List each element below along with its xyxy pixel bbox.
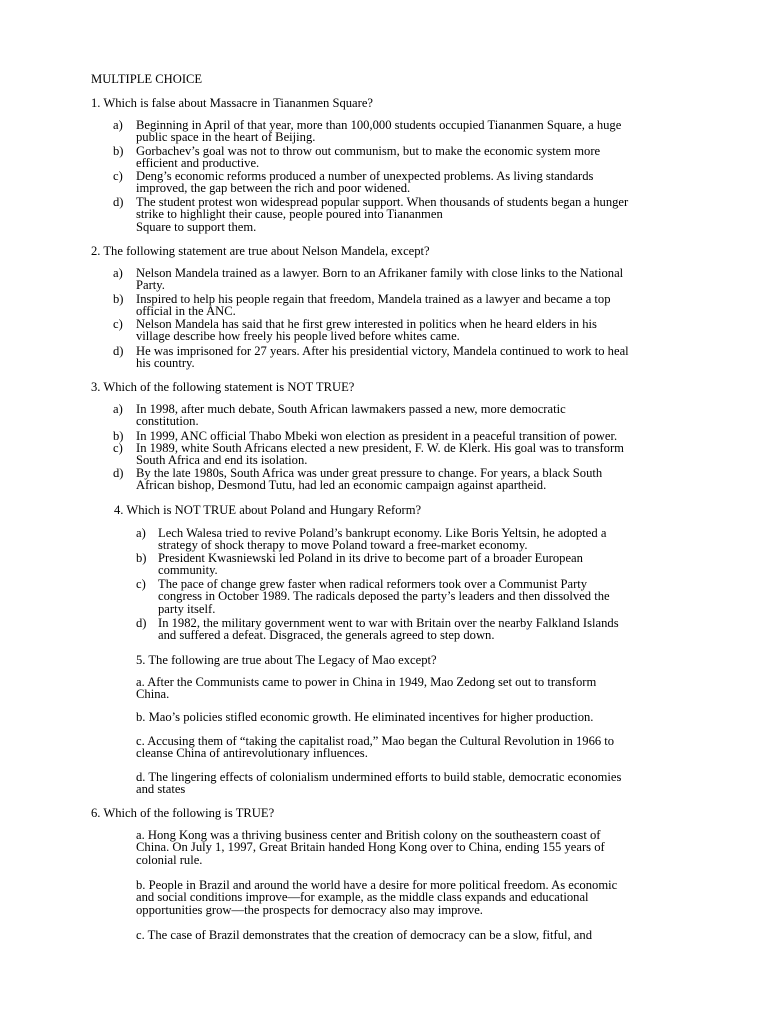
question-6: 6. Which of the following is TRUE? bbox=[91, 806, 275, 820]
option-text-line: African bishop, Desmond Tutu, had led an economic campaign against apartheid. bbox=[136, 478, 547, 493]
option-label: b) bbox=[113, 292, 124, 306]
option-text-line: In 1998, after much debate, South African lawmakers passed a new, more democratic bbox=[136, 402, 566, 416]
option-text-line: Inspired to help his people regain that freedom, Mandela trained as a lawyer and became a top bbox=[136, 292, 611, 306]
question-5: 5. The following are true about The Legacy of Mao except? bbox=[136, 653, 437, 667]
option-text-line: a. After the Communists came to power in China in 1949, Mao Zedong set out to transform bbox=[136, 675, 597, 689]
option-text-line: official in the ANC. bbox=[136, 304, 236, 319]
option-text-line: China. On July 1, 1997, Great Britain handed Hong Kong over to China, ending 155 years of bbox=[136, 840, 605, 855]
option-label: a) bbox=[113, 266, 123, 280]
option-text-line: and suffered a defeat. Disgraced, the generals agreed to step down. bbox=[158, 628, 495, 643]
heading: MULTIPLE CHOICE bbox=[91, 72, 203, 86]
option-text-line: In 1989, white South Africans elected a new president, F. W. de Klerk. His goal was to transform bbox=[136, 441, 624, 455]
option-label: a) bbox=[113, 402, 123, 416]
option-text-line: c. Accusing them of “taking the capitalist road,” Mao began the Cultural Revolution in 1966 to bbox=[136, 734, 615, 748]
option-text-line: Deng’s economic reforms produced a number of unexpected problems. As living standards bbox=[136, 169, 594, 183]
option-text-line: opportunities grow—the prospects for democracy also may improve. bbox=[136, 902, 483, 917]
option-text-line: By the late 1980s, South Africa was under great pressure to change. For years, a black South bbox=[136, 466, 603, 480]
option-text-line: constitution. bbox=[136, 414, 199, 429]
option-text-line: Lech Walesa tried to revive Poland’s bankrupt economy. Like Boris Yeltsin, he adopted a bbox=[158, 526, 607, 540]
option-text-line: colonial rule. bbox=[136, 852, 203, 867]
option-text-line: Beginning in April of that year, more than 100,000 students occupied Tiananmen Square, a huge bbox=[136, 118, 622, 132]
option-label: b) bbox=[113, 429, 124, 443]
option-text-line: He was imprisoned for 27 years. After his presidential victory, Mandela continued to work to heal bbox=[136, 344, 629, 358]
option-text-line: The pace of change grew faster when radical reformers took over a Communist Party bbox=[158, 577, 588, 591]
question-2: 2. The following statement are true about Nelson Mandela, except? bbox=[91, 244, 430, 258]
option-label: c) bbox=[113, 317, 123, 331]
option-label: c) bbox=[136, 577, 146, 591]
option-text-line: congress in October 1989. The radicals deposed the party’s leaders and then dissolved the bbox=[158, 589, 610, 604]
option-text-line: Gorbachev’s goal was not to throw out communism, but to make the economic system more bbox=[136, 144, 601, 158]
option-text-line: party itself. bbox=[158, 601, 216, 616]
option-label: a) bbox=[136, 526, 146, 540]
option-text-line: and social conditions improve—for example, as the middle class expands and educational bbox=[136, 890, 589, 905]
question-4: 4. Which is NOT TRUE about Poland and Hungary Reform? bbox=[114, 503, 422, 517]
option-text-line: China. bbox=[136, 687, 170, 702]
option-label: d) bbox=[113, 344, 124, 358]
option-text-line: a. Hong Kong was a thriving business center and British colony on the southeastern coast of bbox=[136, 828, 601, 842]
option-label: c) bbox=[113, 169, 123, 183]
question-3: 3. Which of the following statement is NOT TRUE? bbox=[91, 380, 355, 394]
option-text-line: In 1999, ANC official Thabo Mbeki won election as president in a peaceful transition of power. bbox=[136, 429, 618, 443]
option-text-line: strike to highlight their cause, people poured into Tiananmen bbox=[136, 207, 443, 222]
option-text-line: cleanse China of antirevolutionary influences. bbox=[136, 746, 368, 761]
option-label: d) bbox=[113, 195, 124, 209]
option-text-line: and states bbox=[136, 782, 186, 797]
option-text-line: efficient and productive. bbox=[136, 156, 260, 171]
option-text-line: b. People in Brazil and around the world have a desire for more political freedom. As economic bbox=[136, 878, 618, 892]
option-text-line: In 1982, the military government went to war with Britain over the nearby Falkland Islands bbox=[158, 616, 619, 630]
option-label: d) bbox=[136, 616, 147, 630]
option-label: b) bbox=[136, 551, 147, 565]
option-label: d) bbox=[113, 466, 124, 480]
option-text-line: his country. bbox=[136, 356, 195, 371]
option-text-line: public space in the heart of Beijing. bbox=[136, 130, 316, 145]
option-text-line: community. bbox=[158, 563, 218, 578]
option-text-line: Nelson Mandela trained as a lawyer. Born to an Afrikaner family with close links to the National bbox=[136, 266, 624, 280]
option-text-line: c. The case of Brazil demonstrates that the creation of democracy can be a slow, fitful, and bbox=[136, 928, 592, 942]
option-label: b) bbox=[113, 144, 124, 158]
option-text-line: Party. bbox=[136, 278, 165, 293]
question-1: 1. Which is false about Massacre in Tiananmen Square? bbox=[91, 96, 374, 110]
option-text-line: d. The lingering effects of colonialism undermined efforts to build stable, democratic economies bbox=[136, 770, 622, 784]
option-text-line: South Africa and end its isolation. bbox=[136, 453, 308, 468]
option-text-line: village describe how freely his people lived before whites came. bbox=[136, 329, 460, 344]
option-text-line: b. Mao’s policies stifled economic growth. He eliminated incentives for higher production. bbox=[136, 710, 594, 724]
option-text-line: strategy of shock therapy to move Poland toward a free-market economy. bbox=[158, 538, 528, 553]
option-text-line: Square to support them. bbox=[136, 219, 257, 234]
option-text-line: Nelson Mandela has said that he first grew interested in politics when he heard elders in his bbox=[136, 317, 597, 331]
option-label: a) bbox=[113, 118, 123, 132]
option-label: c) bbox=[113, 441, 123, 455]
option-text-line: improved, the gap between the rich and poor widened. bbox=[136, 181, 411, 196]
option-text-line: President Kwasniewski led Poland in its drive to become part of a broader European bbox=[158, 551, 583, 565]
option-text-line: The student protest won widespread popular support. When thousands of students began a hunger bbox=[136, 195, 629, 209]
